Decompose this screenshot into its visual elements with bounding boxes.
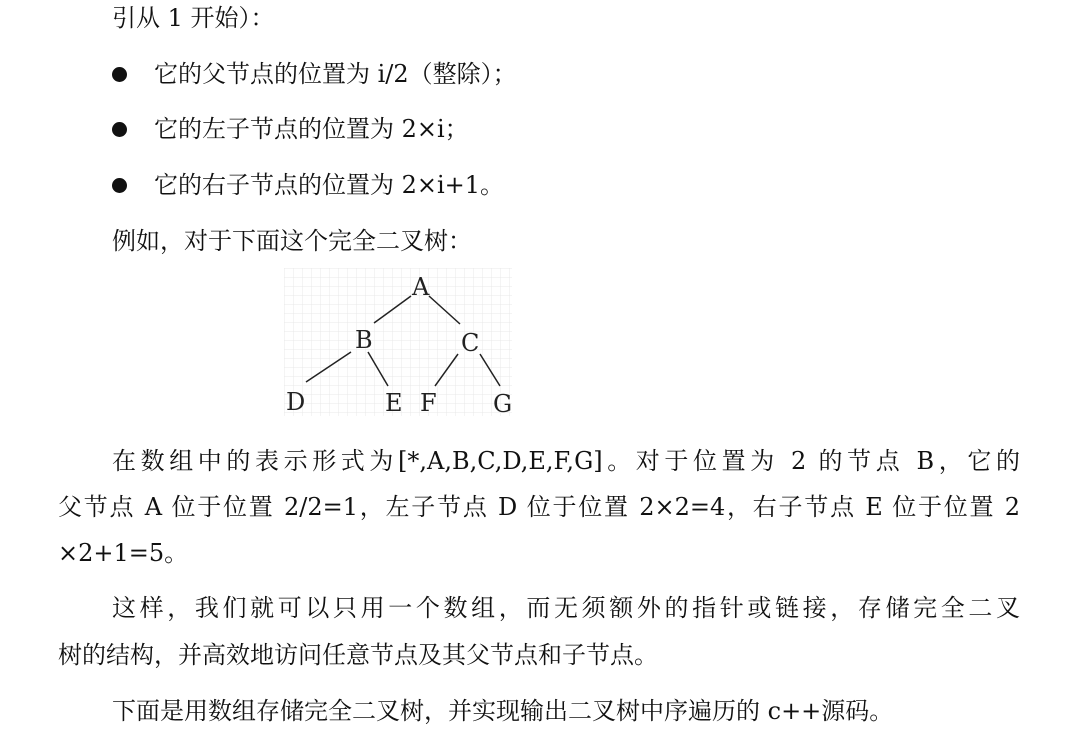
paragraph-array-line-2: 父节点 A 位于位置 2/2=1，左子节点 D 位于位置 2×2=4，右子节点 E 位于位置 2 — [58, 493, 1020, 521]
tree-node-a: A — [412, 273, 430, 301]
paragraph-array-line-1: 在数组中的表示形式为[*,A,B,C,D,E,F,G]。对于位置为 2 的节点 B，它的 — [112, 447, 1020, 475]
tree-node-g: G — [493, 390, 512, 416]
bullet-dot-icon — [112, 67, 127, 82]
bullet-text: 它的父节点的位置为 i/2（整除）； — [154, 60, 517, 88]
bullet-dot-icon — [112, 122, 127, 137]
binary-tree-figure — [284, 268, 512, 416]
bullet-dot-icon — [112, 178, 127, 193]
tree-node-c: C — [461, 329, 480, 357]
paragraph-array-line-3: ×2+1=5。 — [58, 539, 189, 567]
paragraph-summary-line-2: 树的结构，并高效地访问任意节点及其父节点和子节点。 — [58, 641, 658, 669]
intro-tail-text: 引从 1 开始）： — [112, 4, 275, 32]
bullet-text: 它的右子节点的位置为 2×i+1。 — [154, 171, 505, 199]
tree-node-e: E — [385, 389, 403, 416]
bullet-item-parent — [112, 58, 517, 90]
paragraph-summary-line-1: 这样，我们就可以只用一个数组，而无须额外的指针或链接，存储完全二叉 — [112, 594, 1020, 622]
example-intro-text: 例如，对于下面这个完全二叉树： — [112, 227, 472, 255]
bullet-item-right-child — [112, 169, 505, 201]
tree-node-f: F — [420, 389, 437, 416]
bullet-text: 它的左子节点的位置为 2×i； — [154, 115, 469, 143]
bullet-item-left-child — [112, 113, 469, 145]
paragraph-source-code-intro: 下面是用数组存储完全二叉树，并实现输出二叉树中序遍历的 c++源码。 — [112, 697, 894, 725]
binary-tree-svg — [284, 268, 512, 416]
tree-node-d: D — [286, 388, 306, 416]
tree-node-b: B — [355, 326, 373, 354]
